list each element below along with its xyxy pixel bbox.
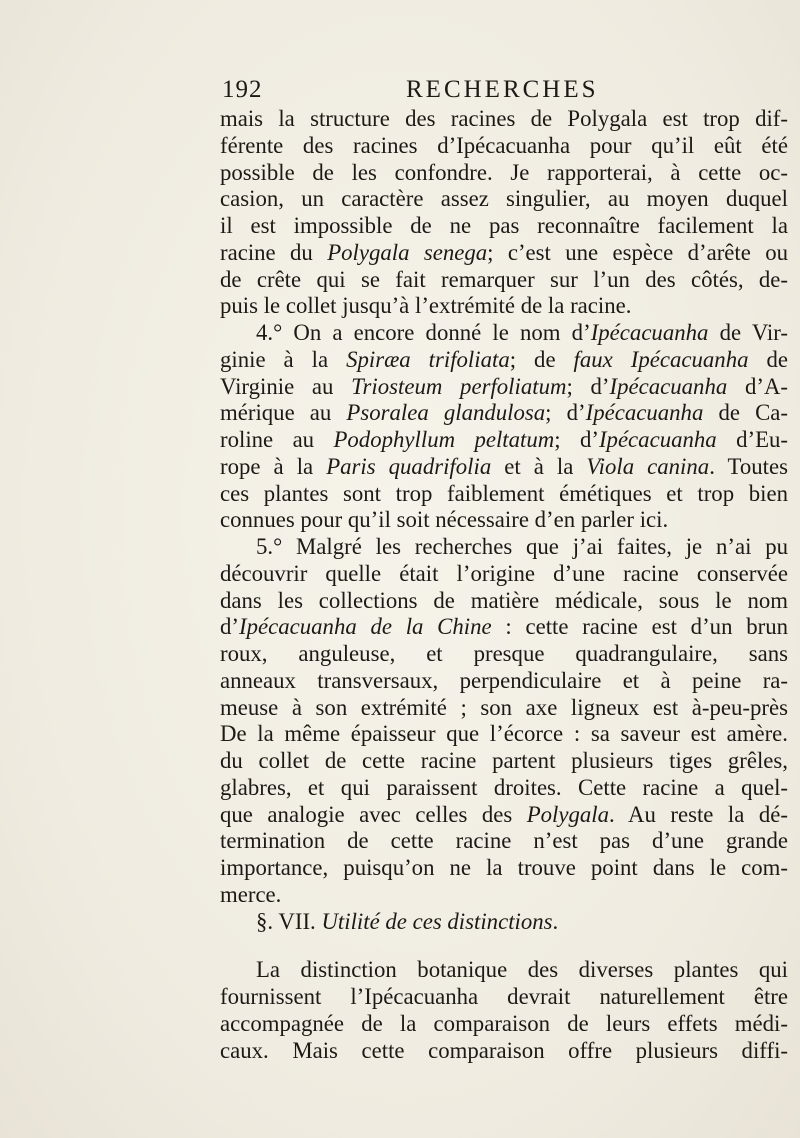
text-line bbox=[220, 133, 788, 160]
italic-text: Podophyllum peltatum bbox=[333, 427, 555, 452]
text-run: De la même épaisseur que l’écorce : sa saveur est amère. bbox=[220, 721, 788, 747]
text-run: découvrir quelle était l’origine d’une racine conservée bbox=[220, 560, 788, 586]
text-run: mérique au bbox=[220, 400, 347, 426]
text-run: Virginie au bbox=[220, 373, 352, 399]
italic-text: Polygala senega bbox=[327, 239, 488, 265]
text-run: ginie à la bbox=[220, 346, 347, 372]
text-run: de Vir- bbox=[708, 320, 788, 345]
text-line bbox=[220, 186, 788, 213]
text-line bbox=[220, 668, 788, 695]
italic-text: Ipécacuanha de la Chine bbox=[239, 614, 492, 640]
text-run: que analogie avec celles des bbox=[220, 801, 527, 827]
text-run: d’A- bbox=[727, 373, 789, 399]
text-run: ; d’ bbox=[554, 427, 599, 452]
text-line bbox=[220, 775, 788, 802]
italic-text: Ipécacuanha bbox=[609, 373, 728, 399]
italic-text: Ipécacuanha bbox=[598, 427, 717, 452]
text-run: §. VII. bbox=[256, 908, 322, 934]
text-line bbox=[220, 588, 788, 615]
italic-text: Ipécacuanha bbox=[590, 320, 709, 345]
page-number: 192 bbox=[222, 76, 263, 103]
text-line bbox=[220, 481, 788, 508]
text-run: merce. bbox=[220, 881, 282, 907]
text-run: . Au reste la dé- bbox=[609, 801, 788, 827]
text-run: ; d’ bbox=[545, 400, 586, 426]
text-line bbox=[220, 267, 788, 294]
body-text bbox=[220, 106, 788, 1064]
text-run: roux, anguleuse, et presque quadrangulaire, sans bbox=[220, 641, 788, 666]
text-run: accompagnée de la comparaison de leurs effets médi- bbox=[220, 1010, 788, 1036]
text-line bbox=[220, 1038, 788, 1065]
text-run: férente des racines d’Ipécacuanha pour qu’il eût été bbox=[220, 132, 788, 158]
italic-text: Psoralea glandulosa bbox=[346, 400, 546, 426]
italic-text: Paris quadrifolia bbox=[326, 453, 492, 479]
text-line bbox=[220, 748, 788, 775]
text-run: dans les collections de matière médicale, sous le nom bbox=[220, 587, 788, 613]
text-run: La distinction botanique des diverses plantes qui bbox=[256, 957, 788, 983]
italic-text: Polygala bbox=[526, 801, 610, 827]
running-head: RECHERCHES bbox=[406, 76, 599, 103]
page-header bbox=[222, 76, 599, 104]
text-line bbox=[220, 106, 788, 133]
text-run: meuse à son extrémité ; son axe ligneux est à-peu-près bbox=[220, 694, 788, 720]
text-line bbox=[220, 984, 788, 1011]
text-run: ; c’est une espèce d’arête ou bbox=[487, 239, 789, 265]
text-line bbox=[220, 695, 788, 722]
text-run: anneaux transversaux, perpendiculaire et à peine ra- bbox=[220, 667, 788, 693]
text-line bbox=[220, 213, 788, 240]
text-run: fournissent l’Ipécacuanha devrait naturellement être bbox=[220, 984, 788, 1009]
italic-text: Utilité de ces distinctions bbox=[321, 908, 553, 934]
text-run: il est impossible de ne pas reconnaître facilement la bbox=[220, 213, 788, 238]
text-run: d’Eu- bbox=[716, 427, 789, 452]
text-run: ces plantes sont trop faiblement émétiques et trop bien bbox=[220, 480, 788, 506]
text-line bbox=[220, 454, 788, 481]
text-run: ; de bbox=[509, 346, 574, 372]
text-run: importance, puisqu’on ne la trouve point dans le com- bbox=[220, 855, 788, 880]
italic-text: Spiræa trifoliata bbox=[346, 346, 510, 372]
text-run: possible de les confondre. Je rapporterai, à cette oc- bbox=[220, 159, 788, 185]
text-line bbox=[220, 293, 788, 320]
text-run: rope à la bbox=[220, 453, 327, 479]
italic-text: faux Ipécacuanha bbox=[573, 346, 749, 372]
section-heading bbox=[220, 909, 788, 936]
text-line bbox=[220, 240, 788, 267]
text-run: glabres, et qui paraissent droites. Cette racine a quel- bbox=[220, 774, 788, 800]
text-line bbox=[220, 802, 788, 829]
text-run: : cette racine est d’un brun bbox=[491, 614, 788, 640]
text-line bbox=[220, 374, 788, 401]
text-run: 4.° On a encore donné le nom d’ bbox=[256, 320, 591, 345]
text-run: . bbox=[552, 908, 559, 934]
text-line bbox=[220, 160, 788, 187]
text-run: termination de cette racine n’est pas d’une grande bbox=[220, 828, 788, 854]
text-line bbox=[220, 882, 788, 909]
text-run: roline au bbox=[220, 427, 334, 452]
text-run: 5.° Malgré les recherches que j’ai faites, je n’ai pu bbox=[256, 534, 788, 559]
text-line bbox=[220, 427, 788, 454]
text-line bbox=[220, 561, 788, 588]
text-run: de bbox=[748, 346, 789, 372]
text-run: caux. Mais cette comparaison offre plusieurs diffi- bbox=[220, 1037, 788, 1063]
text-line bbox=[220, 320, 788, 347]
text-run: ; d’ bbox=[566, 373, 610, 399]
text-line bbox=[220, 507, 788, 534]
text-run: puis le collet jusqu’à l’extrémité de la racine. bbox=[220, 293, 632, 319]
text-run: du collet de cette racine partent plusieurs tiges grêles, bbox=[220, 748, 788, 773]
text-line bbox=[220, 1011, 788, 1038]
text-line bbox=[220, 641, 788, 668]
text-run: de crête qui se fait remarquer sur l’un des côtés, de- bbox=[220, 266, 788, 292]
italic-text: Ipécacuanha bbox=[585, 400, 704, 426]
text-run: mais la structure des racines de Polygala est trop dif- bbox=[220, 106, 788, 131]
text-run: et à la bbox=[491, 453, 587, 479]
text-line bbox=[220, 721, 788, 748]
italic-text: Viola canina bbox=[586, 453, 710, 479]
text-line bbox=[220, 347, 788, 374]
text-run: casion, un caractère assez singulier, au moyen duquel bbox=[220, 186, 788, 212]
text-run: d’ bbox=[220, 614, 239, 640]
text-line bbox=[220, 828, 788, 855]
italic-text: Triosteum perfoliatum bbox=[351, 373, 567, 399]
text-run: de Ca- bbox=[703, 400, 788, 426]
text-line bbox=[220, 534, 788, 561]
text-run: racine du bbox=[220, 239, 328, 265]
text-line bbox=[220, 400, 788, 427]
text-line bbox=[220, 855, 788, 882]
text-run: connues pour qu’il soit nécessaire d’en parler ici. bbox=[220, 507, 669, 533]
text-line bbox=[220, 957, 788, 984]
text-line bbox=[220, 614, 788, 641]
text-run: . Toutes bbox=[709, 453, 788, 479]
